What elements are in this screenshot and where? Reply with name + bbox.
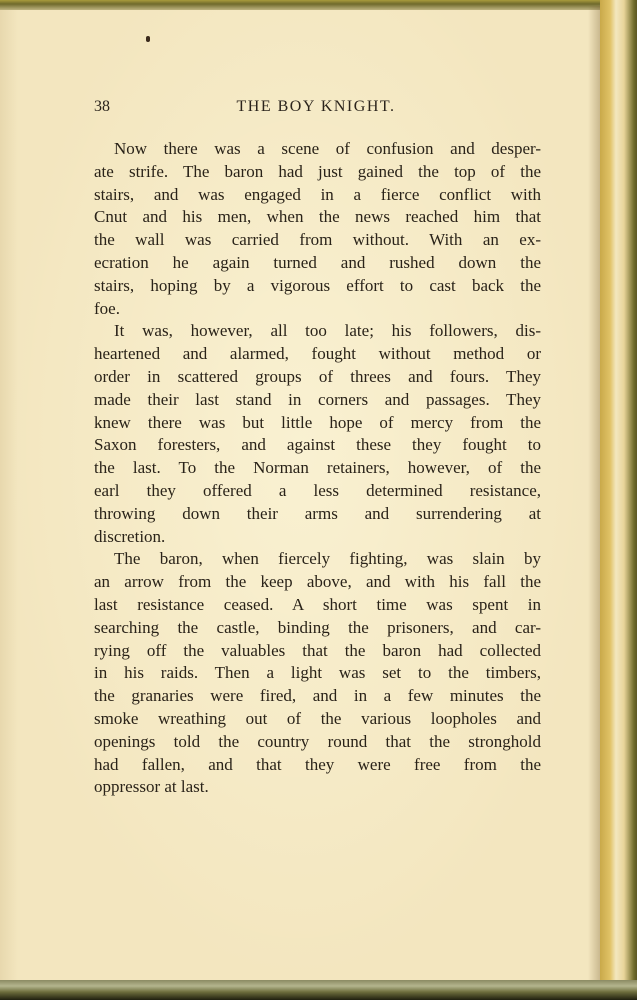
text-line: the granaries were fired, and in a few minutes the <box>94 686 541 706</box>
text-line: openings told the country round that the stronghold <box>94 731 541 751</box>
text-line: an arrow from the keep above, and with his fall the <box>94 572 541 592</box>
bottom-cover-edge <box>0 980 637 1000</box>
text-line: Saxon foresters, and against these they fought to <box>94 435 541 455</box>
text-line: It was, however, all too late; his followers, dis- <box>114 321 541 341</box>
text-line: knew there was but little hope of mercy from the <box>94 412 541 432</box>
text-line: made their last stand in corners and passages. They <box>94 389 541 409</box>
text-line: The baron, when fiercely fighting, was slain by <box>114 549 541 569</box>
running-head: THE BOY KNIGHT. <box>236 98 396 115</box>
paragraph <box>94 320 541 548</box>
text-line: last resistance ceased. A short time was spent in <box>94 594 541 614</box>
body-text <box>94 138 541 799</box>
paragraph <box>94 548 541 799</box>
text-line: rying off the valuables that the baron had collected <box>94 640 541 660</box>
text-line: foe. <box>94 298 120 318</box>
text-line: heartened and alarmed, fought without method or <box>94 344 541 364</box>
text-line: throwing down their arms and surrendering at <box>94 503 541 523</box>
text-line: the wall was carried from without. With an ex- <box>94 230 541 250</box>
text-line: order in scattered groups of threes and fours. They <box>94 366 541 386</box>
text-line: stairs, and was engaged in a fierce conflict with <box>94 184 541 204</box>
text-line: ate strife. The baron had just gained the top of the <box>94 161 541 181</box>
text-line: Now there was a scene of confusion and desper- <box>114 139 541 158</box>
text-line: oppressor at last. <box>94 777 209 797</box>
text-line: had fallen, and that they were free from the <box>94 754 541 774</box>
page-header <box>94 98 538 120</box>
text-line: discretion. <box>94 526 166 546</box>
paragraph <box>94 138 541 320</box>
text-line: earl they offered a less determined resistance, <box>94 480 541 500</box>
page-number: 38 <box>94 98 110 115</box>
text-line: smoke wreathing out of the various loopholes and <box>94 708 541 728</box>
book-edge <box>600 0 637 1000</box>
text-line: stairs, hoping by a vigorous effort to cast back the <box>94 275 541 295</box>
text-line: ecration he again turned and rushed down the <box>94 252 541 272</box>
ink-speck <box>146 36 150 42</box>
text-line: in his raids. Then a light was set to the timbers, <box>94 663 541 683</box>
text-line: the last. To the Norman retainers, however, of the <box>94 458 541 478</box>
text-line: Cnut and his men, when the news reached him that <box>94 207 541 227</box>
text-line: searching the castle, binding the prisoners, and car- <box>94 617 541 637</box>
